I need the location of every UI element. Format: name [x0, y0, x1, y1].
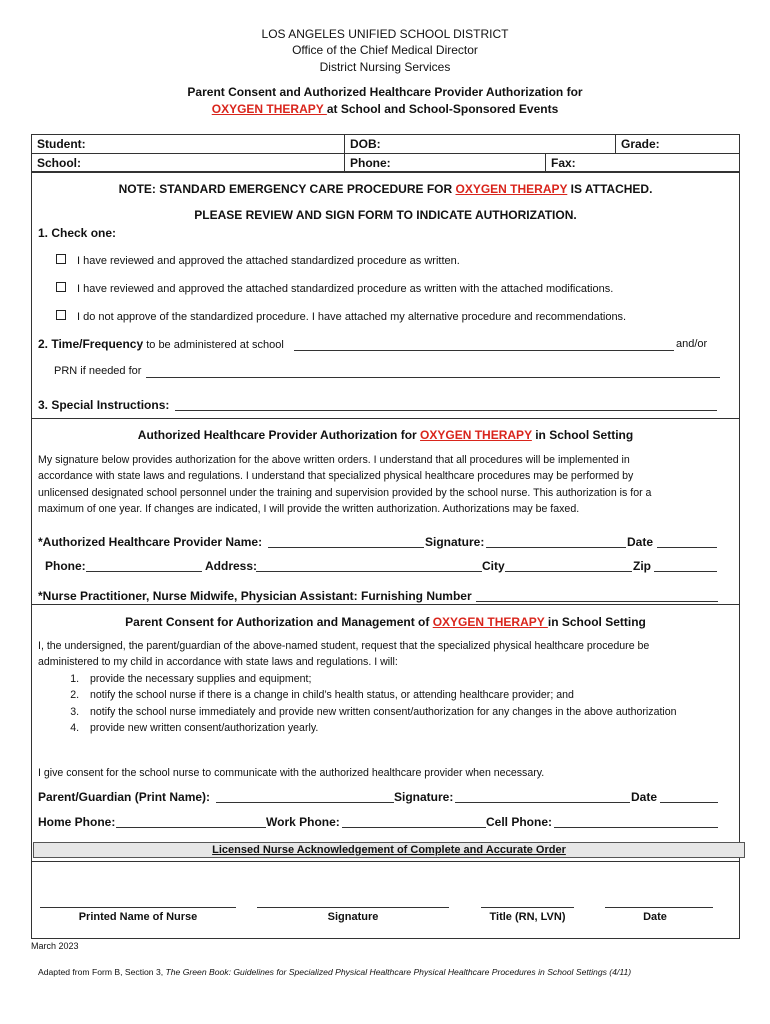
source-title: The Green Book: Guidelines for Specialized Physical Healthcare Physical Healthcare Procedures in School Settings (4/11) [165, 967, 632, 977]
fax-field[interactable]: Fax: [551, 156, 576, 170]
cell-phone-input[interactable] [554, 827, 718, 828]
list-item: 3. notify the school nurse immediately and provide new written consent/authorization for any changes in the above authorization [82, 704, 678, 720]
paragraph-line: maximum of one year. If changes are indicated, I will provide the written authorization. Authorizations may be faxed. [38, 502, 580, 515]
divider [31, 604, 740, 605]
form-title-line2 [0, 101, 770, 117]
form-title-rest: at School and School-Sponsored Events [326, 102, 559, 116]
option-modifications-checkbox[interactable] [56, 282, 66, 292]
nurse-signature-input[interactable] [257, 907, 449, 908]
provider-section-title [31, 428, 740, 442]
special-instructions-label: 3. Special Instructions: [38, 398, 170, 412]
office-name: Office of the Chief Medical Director [292, 43, 478, 57]
divider [31, 861, 740, 862]
option-modifications-label: I have reviewed and approved the attached standardized procedure as written with the attached modifications. [77, 283, 614, 295]
district-name: LOS ANGELES UNIFIED SCHOOL DISTRICT [261, 27, 509, 41]
paragraph-line: unlicensed designated school personnel under the training and supervision provided by the school nurse. This authorization is for a [38, 486, 652, 499]
provider-title-text: Authorized Healthcare Provider Authorization for [137, 428, 421, 442]
therapy-name: OXYGEN THERAPY [455, 182, 568, 196]
communication-consent: I give consent for the school nurse to communicate with the authorized healthcare provider when necessary. [38, 767, 545, 779]
paragraph-line: My signature below provides authorization for the above written orders. I understand that all procedures will be implemented in [38, 454, 630, 466]
list-item: 2. notify the school nurse if there is a change in child’s health status, or attending healthcare provider; and [82, 687, 678, 703]
andor-label: and/or [676, 338, 708, 350]
prn-label: PRN if needed for [54, 365, 142, 377]
list-item: 1. provide the necessary supplies and equipment; [82, 671, 678, 687]
option-approve-checkbox[interactable] [56, 254, 66, 264]
nurse-date-label: Date [643, 911, 667, 923]
parent-section-title [31, 615, 740, 629]
review-instruction: PLEASE REVIEW AND SIGN FORM TO INDICATE AUTHORIZATION. [194, 208, 577, 222]
parent-name-label: Parent/Guardian (Print Name): [38, 790, 211, 804]
provider-address-label: Address: [205, 559, 258, 573]
adapted-from-note [38, 967, 631, 977]
time-frequency-label: 2. Time/Frequency [38, 337, 144, 351]
home-phone-label: Home Phone: [38, 815, 116, 829]
furnishing-number-input[interactable] [476, 601, 718, 602]
divider [344, 134, 345, 172]
work-phone-label: Work Phone: [266, 815, 340, 829]
nurse-date-input[interactable] [605, 907, 713, 908]
student-field[interactable]: Student: [37, 137, 86, 151]
nurse-signature-label: Signature [327, 911, 379, 923]
provider-zip-label: Zip [633, 559, 651, 573]
parent-name-input[interactable] [216, 802, 394, 803]
provider-title-text: in School Setting [531, 428, 634, 442]
provider-phone-input[interactable] [86, 571, 202, 572]
nurse-printed-name-input[interactable] [40, 907, 236, 908]
provider-zip-input[interactable] [654, 571, 717, 572]
divider [545, 153, 546, 172]
adapted-text: Adapted from Form B, Section 3, [38, 967, 166, 977]
divider [615, 134, 616, 153]
therapy-name: OXYGEN THERAPY [432, 615, 548, 629]
nurse-printed-name-label: Printed Name of Nurse [78, 911, 198, 923]
parent-signature-label: Signature: [394, 790, 454, 804]
provider-date-input[interactable] [657, 547, 717, 548]
grade-field[interactable]: Grade: [621, 137, 660, 151]
form-title-line1: Parent Consent and Authorized Healthcare Provider Authorization for [187, 85, 583, 99]
parent-title-text: in School Setting [547, 615, 646, 629]
prn-input[interactable] [146, 377, 720, 378]
paragraph-line: I, the undersigned, the parent/guardian of the above-named student, request that the specialized physical healthcare procedure be [38, 640, 650, 652]
divider [31, 153, 740, 154]
time-frequency-row [38, 337, 284, 351]
nurse-section-title [33, 844, 745, 856]
provider-name-input[interactable] [268, 547, 424, 548]
parent-date-label: Date [631, 790, 658, 804]
option-not-approve-label: I do not approve of the standardized procedure. I have attached my alternative procedure and recommendations. [77, 311, 627, 323]
school-field[interactable]: School: [37, 156, 81, 170]
parent-signature-input[interactable] [455, 802, 630, 803]
parent-date-input[interactable] [660, 802, 718, 803]
option-approve-label: I have reviewed and approved the attached standardized procedure as written. [77, 255, 460, 267]
option-not-approve-checkbox[interactable] [56, 310, 66, 320]
special-instructions-input[interactable] [175, 410, 717, 411]
provider-city-input[interactable] [505, 571, 632, 572]
phone-field[interactable]: Phone: [350, 156, 391, 170]
note-text: IS ATTACHED. [567, 182, 653, 196]
provider-authorization-paragraph [38, 452, 738, 517]
provider-date-label: Date [627, 535, 654, 549]
provider-name-label: *Authorized Healthcare Provider Name: [38, 535, 263, 549]
home-phone-input[interactable] [116, 827, 266, 828]
provider-city-label: City [482, 559, 505, 573]
work-phone-input[interactable] [342, 827, 486, 828]
list-item: 4. provide new written consent/authorization yearly. [82, 720, 678, 736]
check-one-heading: 1. Check one: [38, 226, 117, 240]
parent-title-text: Parent Consent for Authorization and Management of [125, 615, 433, 629]
parent-responsibilities-list [38, 671, 678, 736]
nurse-title-input[interactable] [481, 907, 574, 908]
department-name: District Nursing Services [319, 60, 451, 74]
parent-consent-paragraph [38, 638, 738, 671]
time-frequency-text: to be administered at school [143, 339, 284, 351]
nurse-title-label: Title (RN, LVN) [489, 911, 566, 923]
provider-phone-label: Phone: [45, 559, 86, 573]
dob-field[interactable]: DOB: [350, 137, 381, 151]
paragraph-line: accordance with state laws and regulations. I understand that specialized physical healthcare procedures may be performed by [38, 470, 634, 483]
paragraph-line: administered to my child in accordance with state laws and regulations. I will: [38, 656, 398, 669]
furnishing-number-label: *Nurse Practitioner, Nurse Midwife, Physician Assistant: Furnishing Number [38, 589, 472, 603]
revision-date: March 2023 [31, 941, 79, 951]
therapy-name: OXYGEN THERAPY [420, 428, 532, 442]
therapy-name: OXYGEN THERAPY [211, 102, 327, 116]
provider-signature-label: Signature: [425, 535, 485, 549]
provider-signature-input[interactable] [486, 547, 626, 548]
provider-address-input[interactable] [256, 571, 482, 572]
note-line [31, 182, 740, 196]
divider [31, 418, 740, 419]
time-frequency-input[interactable] [294, 350, 674, 351]
nurse-title-text: Licensed Nurse Acknowledgement of Complete and Accurate Order [212, 844, 566, 856]
note-text: NOTE: STANDARD EMERGENCY CARE PROCEDURE FOR [118, 182, 456, 196]
cell-phone-label: Cell Phone: [486, 815, 553, 829]
